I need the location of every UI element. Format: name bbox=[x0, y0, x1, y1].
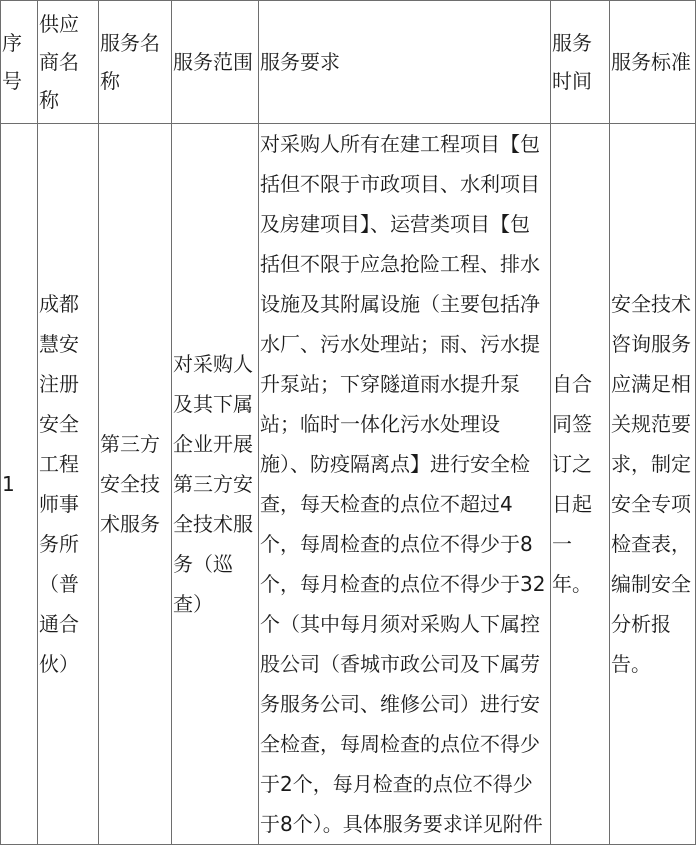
header-service-requirements: 服务要求 bbox=[259, 1, 551, 124]
cell-service-standard: 安全技术咨询服务应满足相关规范要求，制定安全专项检查表，编制安全分析报告。 bbox=[610, 124, 696, 845]
table-row bbox=[1, 124, 696, 845]
header-service-standard: 服务标准 bbox=[610, 1, 696, 124]
header-service-time: 服务时间 bbox=[551, 1, 610, 124]
header-supplier: 供应商名称 bbox=[38, 1, 99, 124]
table-header-row bbox=[1, 1, 696, 124]
cell-service-requirements: 对采购人所有在建工程项目【包括但不限于市政项目、水利项目及房建项目】、运营类项目【包括但不限于应急抢险工程、排水设施及其附属设施（主要包括净水厂、污水处理站；雨、污水提升泵站；下穿隧道雨水提升泵站；临时一体化污水处理设施）、防疫隔离点】进行安全检查，每天检查的点位不超过4个，每周检查的点位不得少于8个，每月检查的点位不得少于32个（其中每月须对采购人下属控股公司（香城市政公司及下属劳务服务公司、维修公司）进行安全检查，每周检查的点位不得少于2个，每月检查的点位不得少于8个）。具体服务要求详见附件 bbox=[259, 124, 551, 845]
header-service-scope: 服务范围 bbox=[172, 1, 259, 124]
cell-service-scope: 对采购人及其下属企业开展第三方安全技术服务（巡查） bbox=[172, 124, 259, 845]
header-index: 序号 bbox=[1, 1, 38, 124]
cell-index: 1 bbox=[1, 124, 38, 845]
header-service-name: 服务名称 bbox=[99, 1, 172, 124]
cell-service-name: 第三方安全技术服务 bbox=[99, 124, 172, 845]
cell-service-time: 自合同签订之日起一年。 bbox=[551, 124, 610, 845]
cell-supplier: 成都慧安注册安全工程师事务所（普通合伙） bbox=[38, 124, 99, 845]
